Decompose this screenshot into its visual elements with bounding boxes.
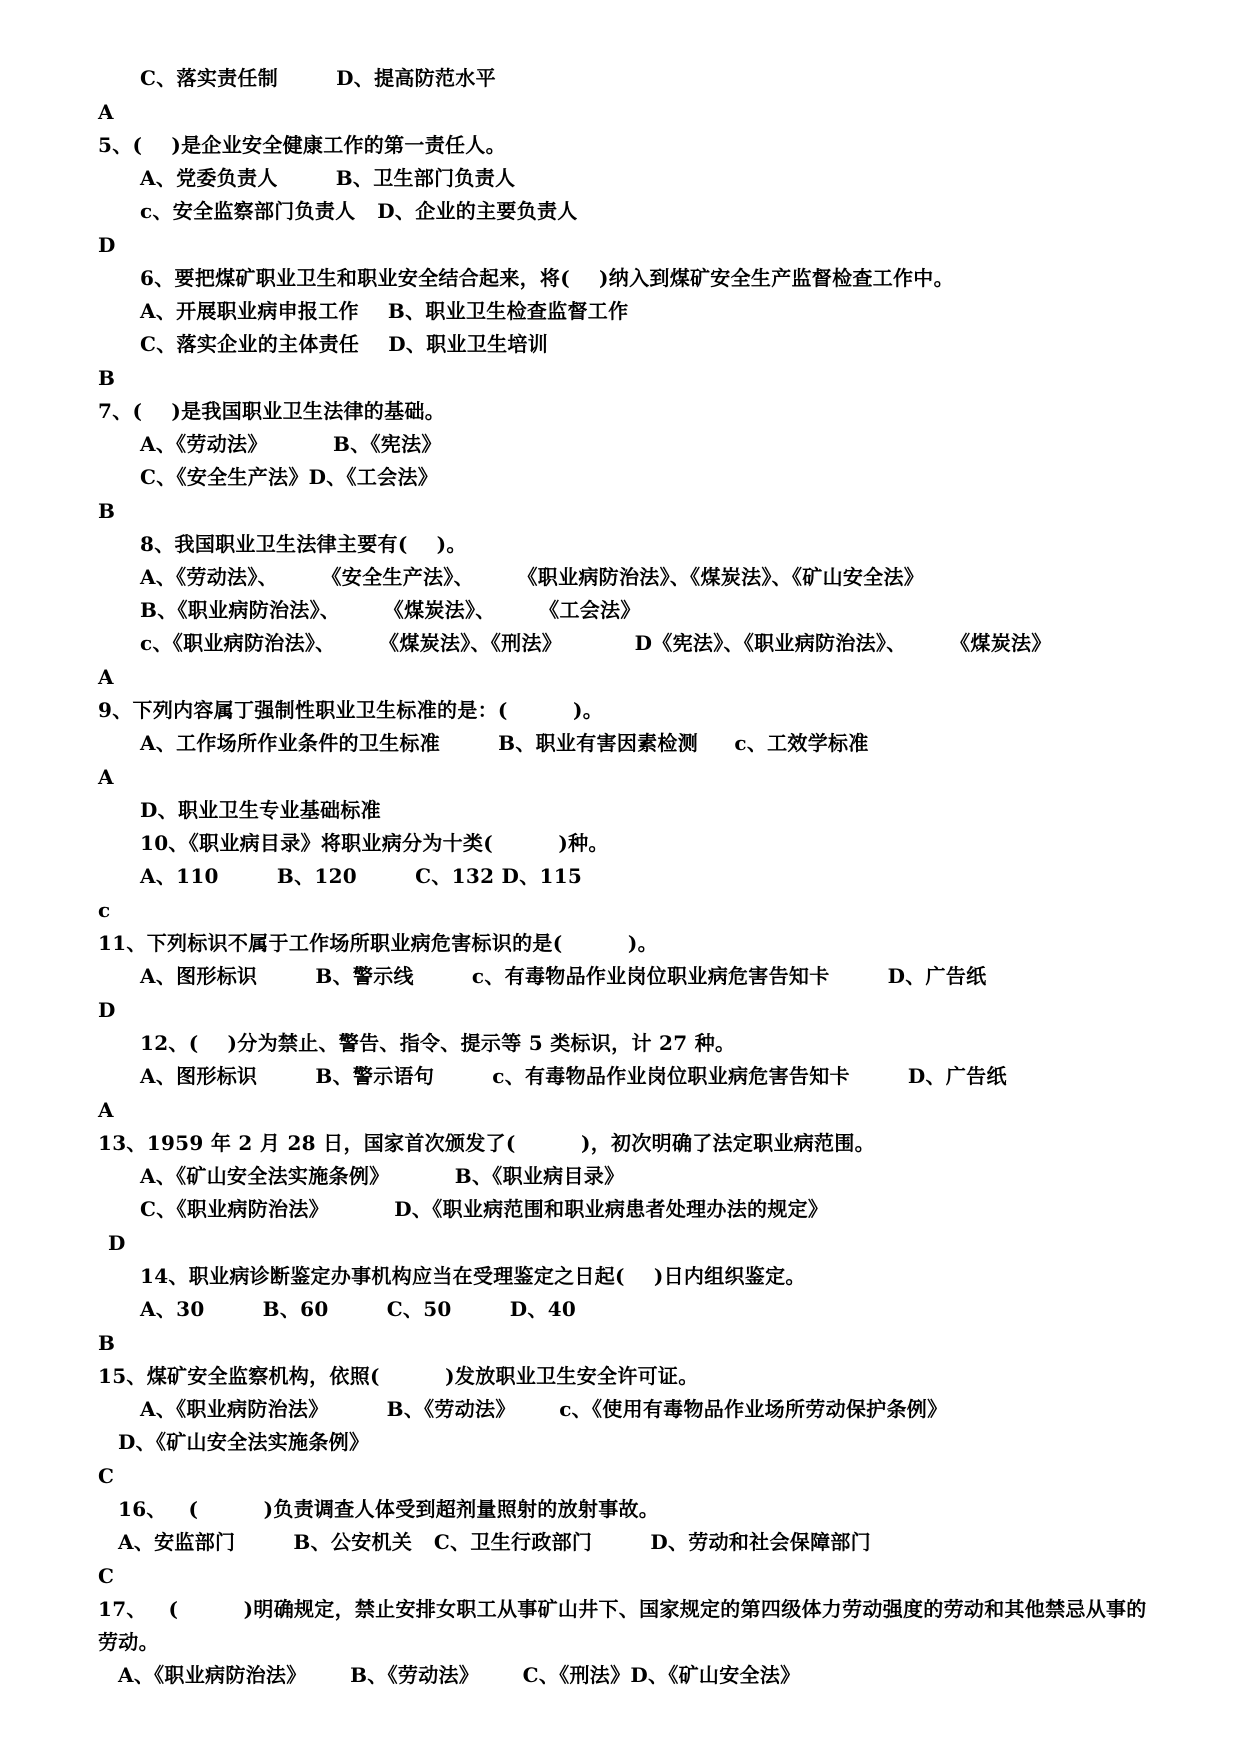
option-line: C、《安全生产法》D、《工会法》: [140, 465, 439, 489]
question-line: 16、 ( )负责调查人体受到超剂量照射的放射事故。: [118, 1497, 660, 1521]
question-line: 17、 ( )明确规定，禁止安排女职工从事矿山井下、国家规定的第四级体力劳动强度的劳动和其他禁忌从事的: [98, 1597, 1147, 1621]
option-line: C、《职业病防治法》 D、《职业病范围和职业病患者处理办法的规定》: [140, 1197, 829, 1221]
question-line: 8、我国职业卫生法律主要有( )。: [140, 532, 467, 556]
question-line: 9、下列内容属丁强制性职业卫生标准的是：( )。: [98, 698, 604, 722]
option-line: A、《职业病防治法》 B、《劳动法》 c、《使用有毒物品作业场所劳动保护条例》: [140, 1397, 948, 1421]
answer-line: B: [98, 366, 116, 390]
answer-line: C: [98, 1464, 115, 1488]
question-line: 13、1959 年 2 月 28 日，国家首次颁发了( )，初次明确了法定职业病范围。: [98, 1131, 875, 1155]
question-line: 11、下列标识不属于工作场所职业病危害标识的是( )。: [98, 931, 658, 955]
question-line: 劳动。: [98, 1630, 159, 1654]
option-line: A、工作场所作业条件的卫生标准 B、职业有害因素检测 c、工效学标准: [140, 731, 869, 755]
answer-line: A: [98, 665, 114, 689]
answer-line: c: [98, 898, 111, 922]
option-line: A、图形标识 B、警示线 c、有毒物品作业岗位职业病危害告知卡 D、广告纸: [140, 964, 987, 988]
answer-line: B: [98, 499, 116, 523]
answer-line: D: [98, 233, 116, 257]
answer-line: A: [98, 1098, 114, 1122]
option-line: C、落实责任制 D、提高防范水平: [140, 66, 496, 90]
option-line: A、安监部门 B、公安机关 C、卫生行政部门 D、劳动和社会保障部门: [118, 1530, 871, 1554]
option-line: A、图形标识 B、警示语句 c、有毒物品作业岗位职业病危害告知卡 D、广告纸: [140, 1064, 1007, 1088]
option-line: A、开展职业病申报工作 B、职业卫生检查监督工作: [140, 299, 629, 323]
answer-line: C: [98, 1564, 115, 1588]
option-line: C、落实企业的主体责任 D、职业卫生培训: [140, 332, 549, 356]
option-line: c、《职业病防治法》、 《煤炭法》、《刑法》 D《宪法》、《职业病防治法》、 《煤炭法》: [140, 631, 1052, 655]
option-line: A、30 B、60 C、50 D、40: [140, 1297, 577, 1321]
answer-line: B: [98, 1331, 116, 1355]
option-line: A、110 B、120 C、132 D、115: [140, 864, 583, 888]
question-line: 15、煤矿安全监察机构，依照( )发放职业卫生安全许可证。: [98, 1364, 699, 1388]
question-line: 12、( )分为禁止、警告、指令、提示等 5 类标识，计 27 种。: [140, 1031, 736, 1055]
answer-line: A: [98, 100, 114, 124]
option-line: c、安全监察部门负责人 D、企业的主要负责人: [140, 199, 578, 223]
question-line: 14、职业病诊断鉴定办事机构应当在受理鉴定之日起( )日内组织鉴定。: [140, 1264, 806, 1288]
option-line: A、《劳动法》 B、《宪法》: [140, 432, 442, 456]
answer-line: A: [98, 765, 114, 789]
option-line: A、党委负责人 B、卫生部门负责人: [140, 166, 516, 190]
answer-line: D: [108, 1231, 126, 1255]
option-line: A、《职业病防治法》 B、《劳动法》 C、《刑法》D、《矿山安全法》: [118, 1663, 801, 1687]
question-line: 7、( )是我国职业卫生法律的基础。: [98, 399, 445, 423]
answer-line: D: [98, 998, 116, 1022]
option-line: D、职业卫生专业基础标准: [140, 798, 381, 822]
question-line: 6、要把煤矿职业卫生和职业安全结合起来，将( )纳入到煤矿安全生产监督检查工作中。: [140, 266, 954, 290]
question-line: 5、( )是企业安全健康工作的第一责任人。: [98, 133, 506, 157]
question-line: 10、《职业病目录》将职业病分为十类( )种。: [140, 831, 609, 855]
option-line: A、《劳动法》、 《安全生产法》、 《职业病防治法》、《煤炭法》、《矿山安全法》: [140, 565, 925, 589]
option-line: A、《矿山安全法实施条例》 B、《职业病目录》: [140, 1164, 625, 1188]
option-line: D、《矿山安全法实施条例》: [118, 1430, 370, 1454]
option-line: B、《职业病防治法》、 《煤炭法》、 《工会法》: [140, 598, 641, 622]
